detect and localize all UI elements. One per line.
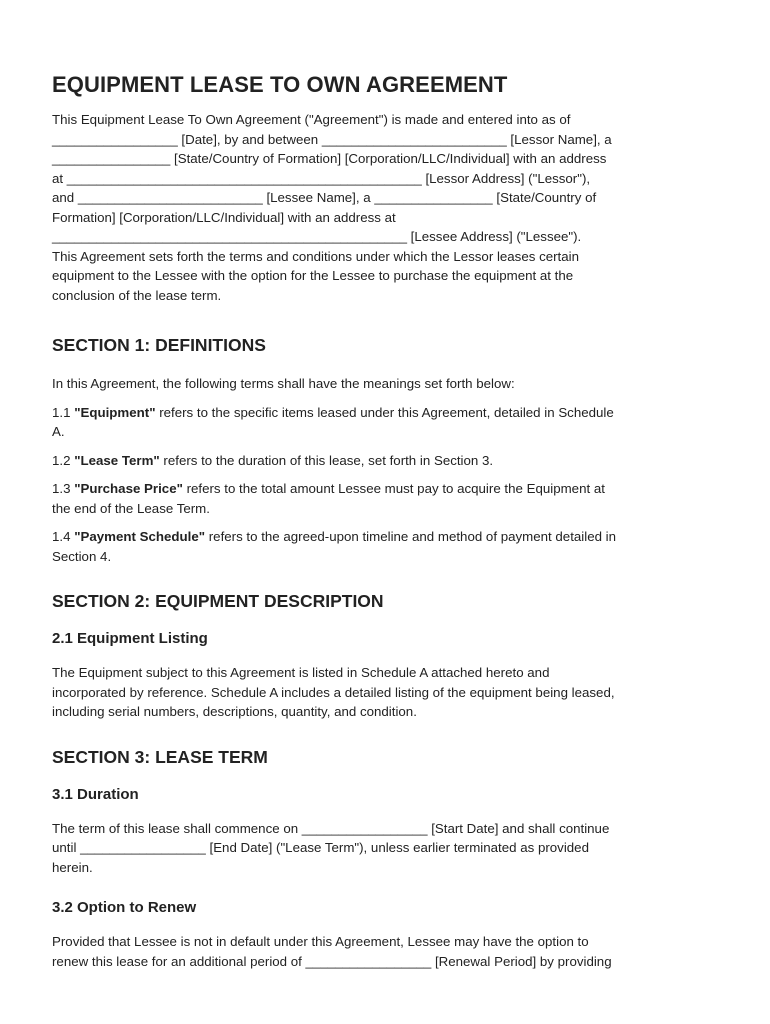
section-2-heading: SECTION 2: EQUIPMENT DESCRIPTION	[52, 591, 384, 611]
definition-number: 1.4	[52, 529, 75, 544]
intro-line: and _________________________ [Lessee Name], a ________________ [State/Country of	[52, 190, 597, 205]
intro-line: This Agreement sets forth the terms and conditions under which the Lessor leases certain	[52, 248, 579, 264]
intro-line: conclusion of the lease term.	[52, 287, 222, 303]
subsection-2-1-heading: 2.1 Equipment Listing	[52, 630, 208, 647]
paragraph-line: Provided that Lessee is not in default under this Agreement, Lessee may have the option to	[52, 934, 589, 949]
definition-term: "Equipment"	[74, 404, 156, 420]
subsection-3-2-heading: 3.2 Option to Renew	[52, 899, 197, 916]
paragraph-line: herein.	[52, 859, 93, 875]
intro-line: This Equipment Lease To Own Agreement ("Agreement") is made and entered into as of	[52, 112, 571, 127]
definition-number: 1.3	[52, 481, 75, 496]
subsection-3-1-body	[52, 819, 720, 878]
paragraph-line: incorporated by reference. Schedule A includes a detailed listing of the equipment being leased,	[52, 684, 615, 700]
intro-line: at ________________________________________________ [Lessor Address] ("Lessor"),	[52, 170, 591, 186]
definition-text: refers to the agreed-upon timeline and method of payment detailed in	[205, 529, 617, 544]
section-3-heading: SECTION 3: LEASE TERM	[52, 746, 268, 767]
document-title: EQUIPMENT LEASE TO OWN AGREEMENT	[52, 72, 508, 97]
paragraph-line: including serial numbers, descriptions, quantity, and condition.	[52, 704, 417, 719]
paragraph-line: The Equipment subject to this Agreement is listed in Schedule A attached hereto and	[52, 665, 550, 680]
definition-number: 1.1	[52, 404, 75, 420]
definition-text: A.	[52, 424, 65, 439]
document-page	[52, 72, 720, 971]
intro-line: ________________ [State/Country of Formation] [Corporation/LLC/Individual] with an address	[52, 151, 607, 166]
definition-item	[52, 403, 720, 442]
paragraph-line: The term of this lease shall commence on _________________ [Start Date] and shall continue	[52, 820, 610, 836]
paragraph-line: until _________________ [End Date] ("Lease Term"), unless earlier terminated as provided	[52, 840, 589, 855]
definition-item	[52, 527, 720, 566]
section-1-heading: SECTION 1: DEFINITIONS	[52, 335, 266, 355]
definition-term: "Purchase Price"	[74, 481, 183, 496]
definition-text: refers to the duration of this lease, set forth in Section 3.	[159, 452, 494, 468]
subsection-3-1-heading: 3.1 Duration	[52, 785, 139, 803]
definition-text: the end of the Lease Term.	[52, 500, 210, 516]
definition-text: refers to the total amount Lessee must pay to acquire the Equipment at	[182, 481, 605, 496]
definition-term: "Lease Term"	[74, 452, 160, 468]
definition-number: 1.2	[52, 452, 75, 468]
subsection-2-1-body	[52, 663, 720, 722]
intro-line: Formation] [Corporation/LLC/Individual] with an address at	[52, 209, 396, 225]
intro-paragraph	[52, 110, 720, 305]
section-1-lead: In this Agreement, the following terms shall have the meanings set forth below:	[52, 376, 515, 391]
subsection-3-2-body	[52, 932, 720, 971]
definition-item	[52, 479, 720, 518]
definition-term: "Payment Schedule"	[74, 529, 206, 544]
paragraph-line: renew this lease for an additional period of _________________ [Renewal Period] by providing	[52, 953, 612, 969]
definition-item	[52, 451, 720, 471]
intro-line: ________________________________________________ [Lessee Address] ("Lessee").	[52, 229, 582, 244]
intro-line: equipment to the Lessee with the option for the Lessee to purchase the equipment at the	[52, 268, 574, 283]
intro-line: _________________ [Date], by and between _________________________ [Lessor Name], a	[52, 131, 612, 147]
definition-text: refers to the specific items leased under this Agreement, detailed in Schedule	[155, 404, 614, 420]
definition-text: Section 4.	[52, 548, 112, 564]
